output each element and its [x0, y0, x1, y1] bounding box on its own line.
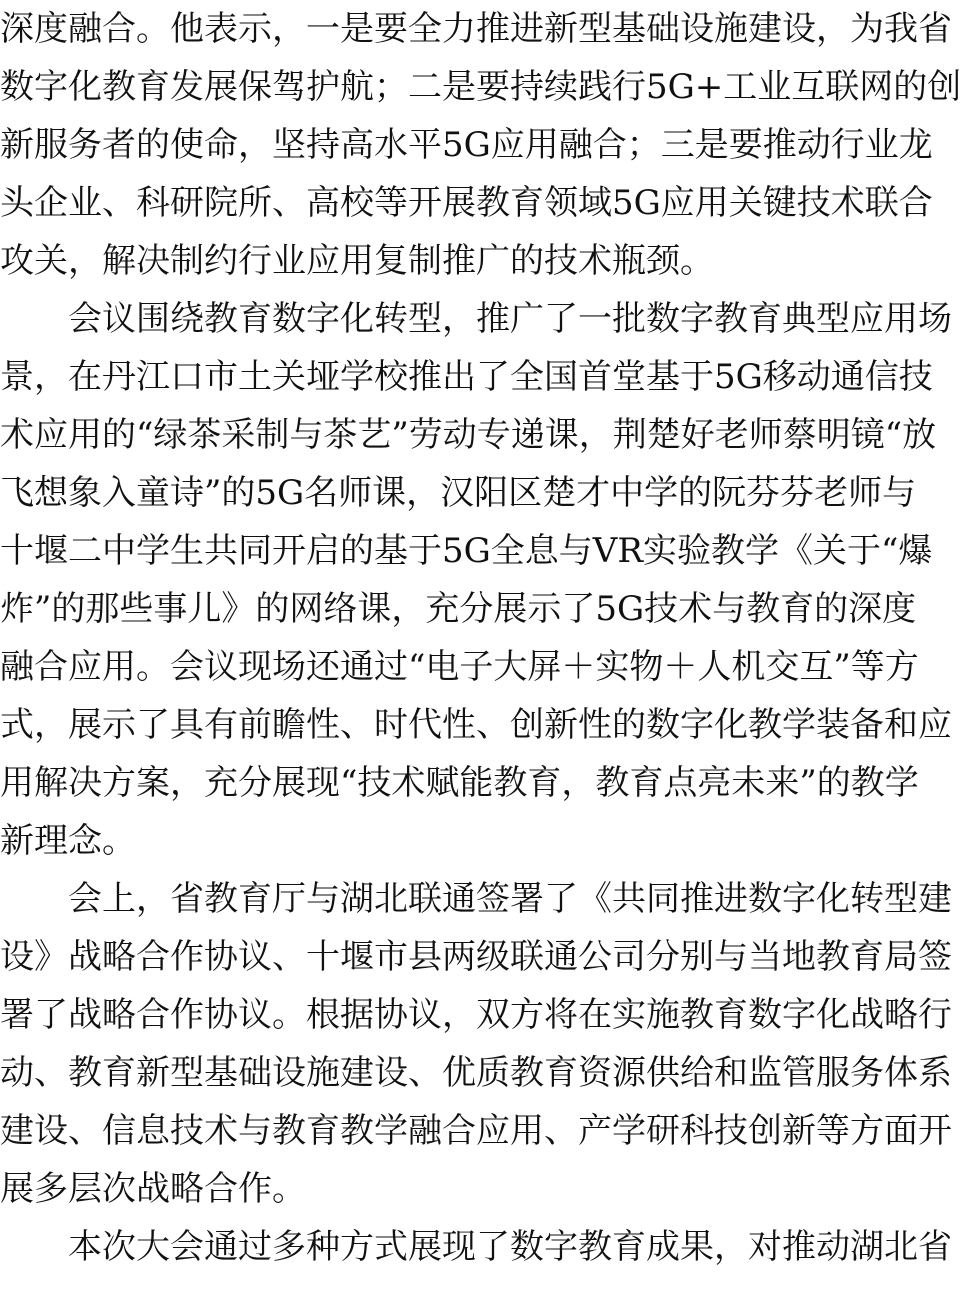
text-line-14: 用解决方案，充分展现“技术赋能教育，教育点亮未来”的教学 [0, 763, 919, 803]
text-line-13: 式，展示了具有前瞻性、时代性、创新性的数字化教学装备和应 [0, 705, 952, 745]
text-line-12: 融合应用。会议现场还通过“电子大屏＋实物＋人机交互”等方 [0, 647, 919, 687]
text-line-3: 新服务者的使命，坚持高水平5G应用融合；三是要推动行业龙 [0, 125, 933, 165]
text-line-5: 攻关，解决制约行业应用复制推广的技术瓶颈。 [0, 241, 714, 281]
text-line-2: 数字化教育发展保驾护航；二是要持续践行5G+工业互联网的创 [0, 67, 961, 107]
text-line-7: 景，在丹江口市土关垭学校推出了全国首堂基于5G移动通信技 [0, 357, 933, 397]
text-line-8: 术应用的“绿茶采制与茶艺”劳动专递课，荆楚好老师蔡明镜“放 [0, 415, 937, 455]
text-line-19: 动、教育新型基础设施建设、优质教育资源供给和监管服务体系 [0, 1053, 952, 1093]
paragraph-3-first-line: 会上，省教育厅与湖北联通签署了《共同推进数字化转型建 [68, 879, 952, 919]
text-line-9: 飞想象入童诗”的5G名师课，汉阳区楚才中学的阮芬芬老师与 [0, 473, 917, 513]
text-line-18: 署了战略合作协议。根据协议，双方将在实施教育数字化战略行 [0, 995, 952, 1035]
paragraph-2-first-line: 会议围绕教育数字化转型，推广了一批数字教育典型应用场 [68, 299, 952, 339]
paragraph-4-first-line: 本次大会通过多种方式展现了数字教育成果，对推动湖北省 [68, 1227, 952, 1267]
text-line-17: 设》战略合作协议、十堰市县两级联通公司分别与当地教育局签 [0, 937, 952, 977]
text-line-10: 十堰二中学生共同开启的基于5G全息与VR实验教学《关于“爆 [0, 531, 933, 571]
text-line-20: 建设、信息技术与教育教学融合应用、产学研科技创新等方面开 [0, 1111, 952, 1151]
text-line-11: 炸”的那些事儿》的网络课，充分展示了5G技术与教育的深度 [0, 589, 917, 629]
text-line-1: 深度融合。他表示，一是要全力推进新型基础设施建设，为我省 [0, 9, 952, 49]
text-line-21: 展多层次战略合作。 [0, 1169, 306, 1209]
text-line-4: 头企业、科研院所、高校等开展教育领域5G应用关键技术联合 [0, 183, 933, 223]
text-line-15: 新理念。 [0, 821, 136, 861]
